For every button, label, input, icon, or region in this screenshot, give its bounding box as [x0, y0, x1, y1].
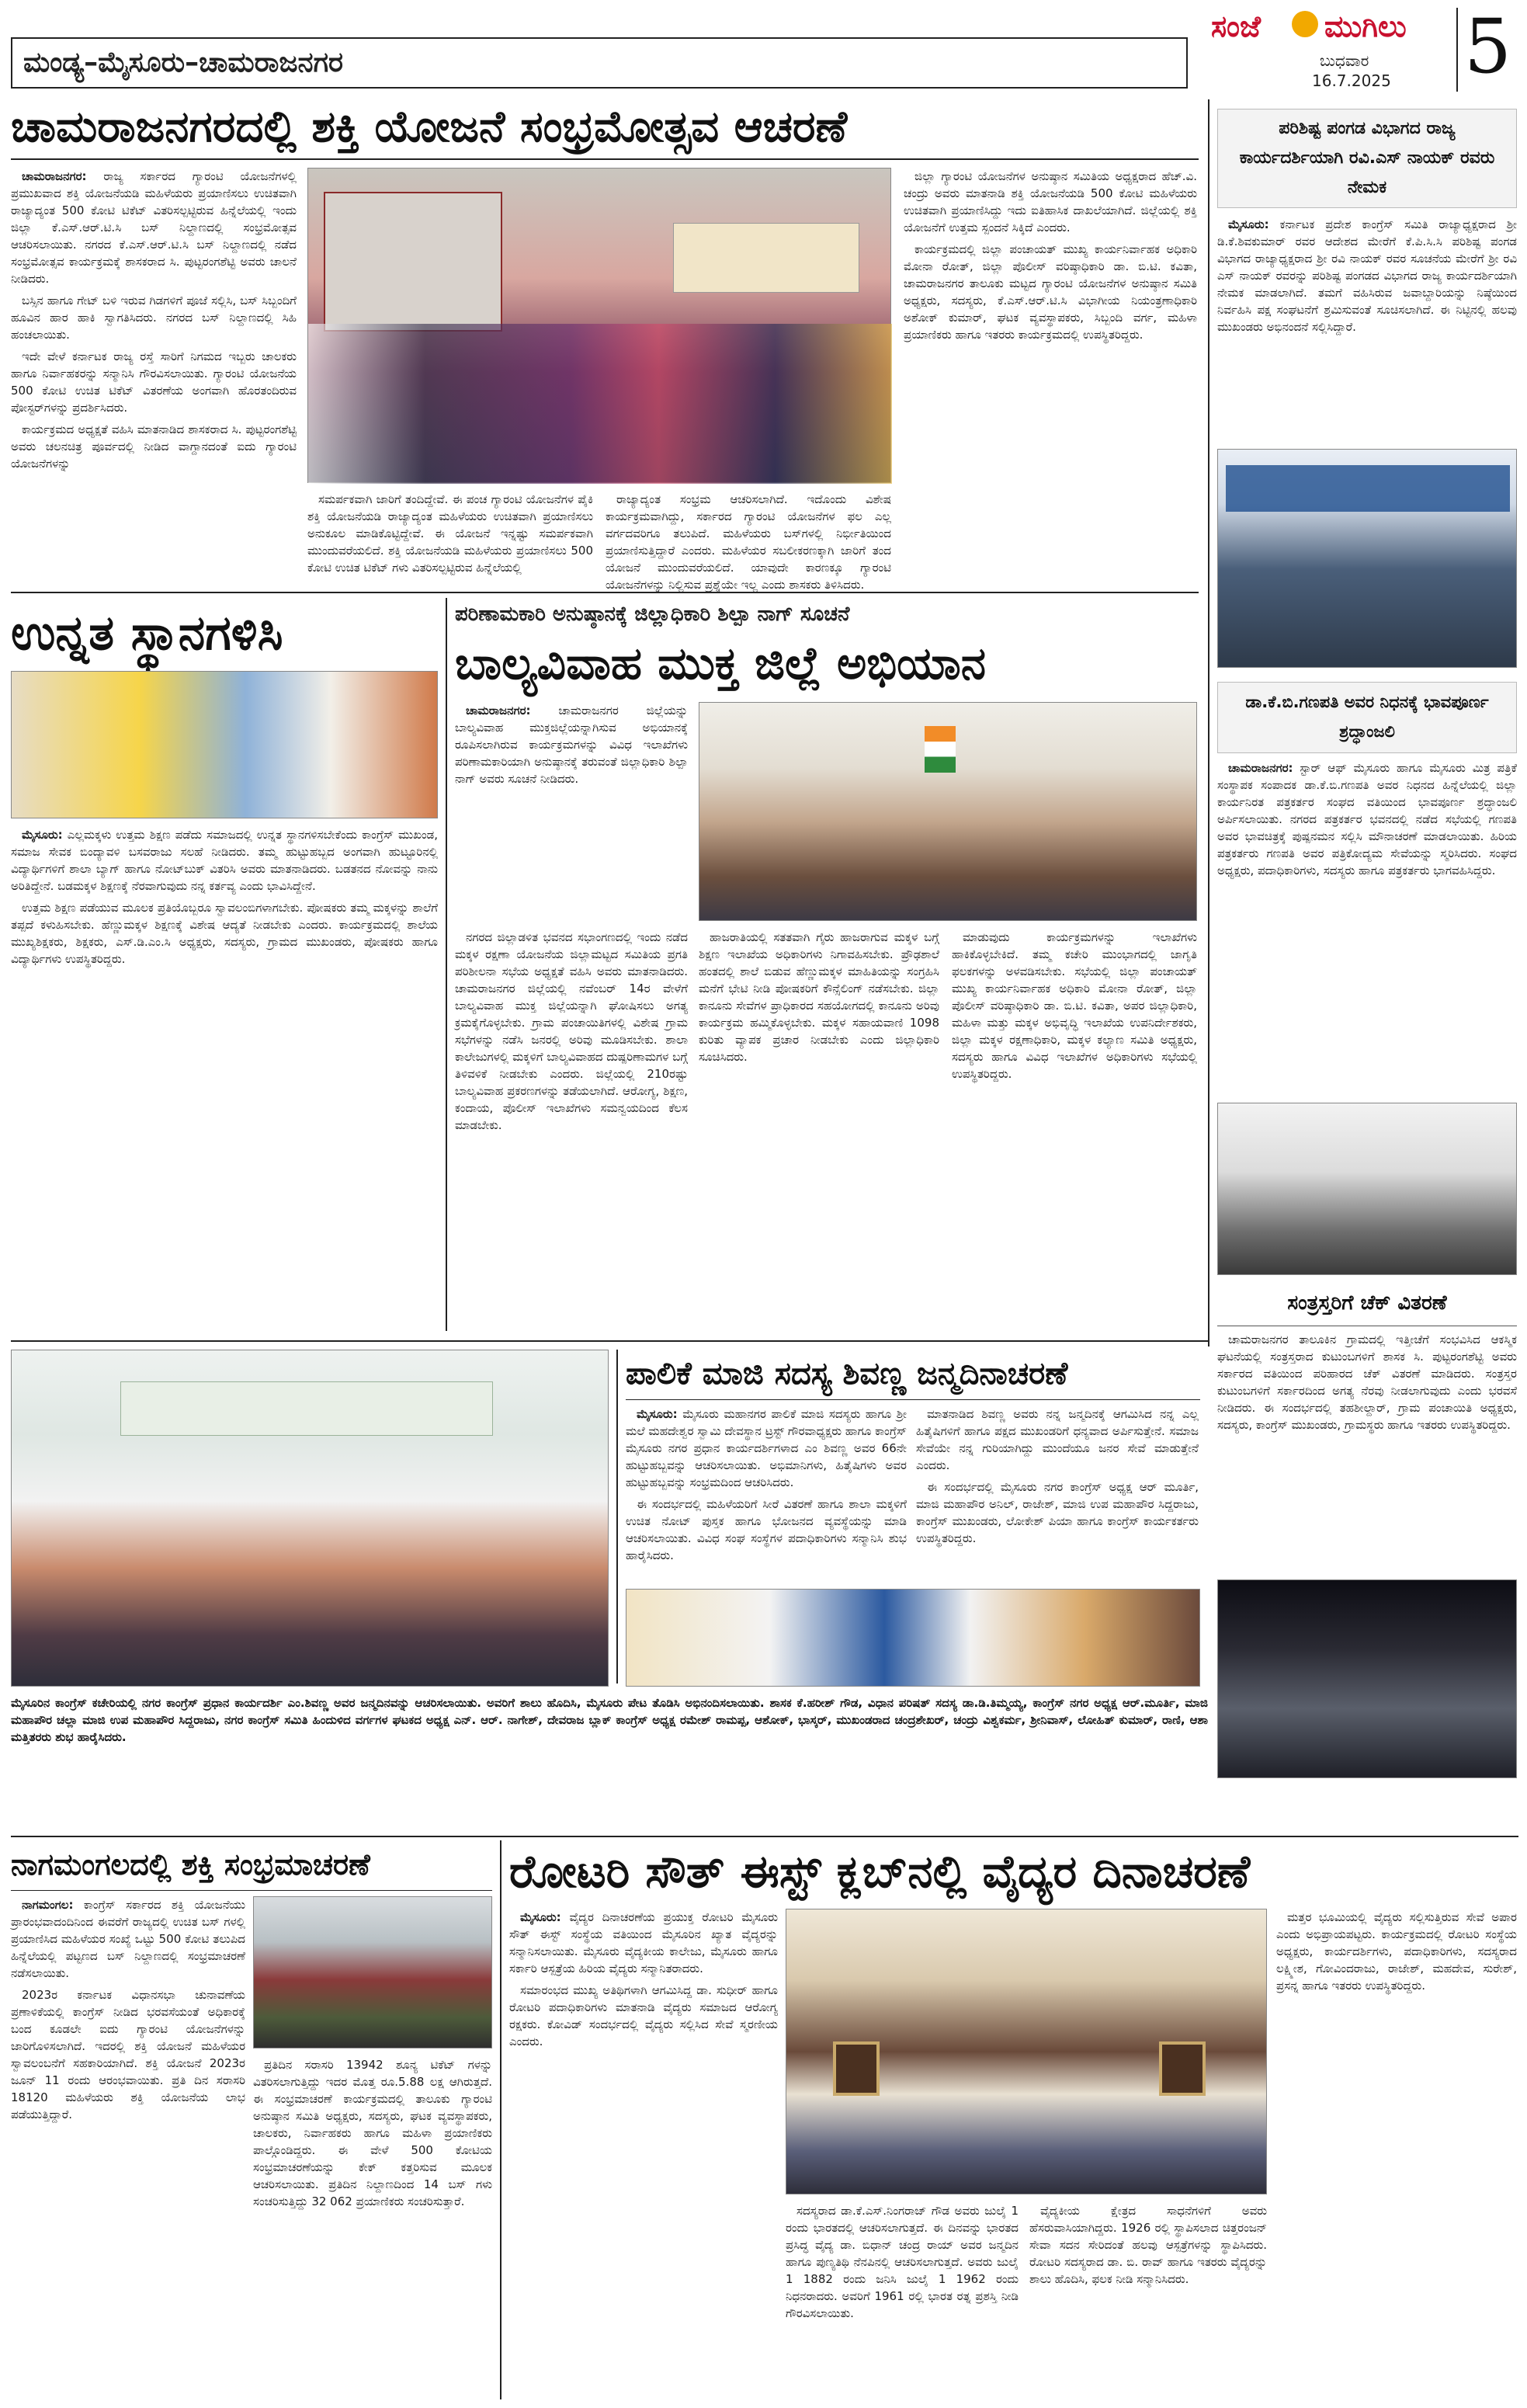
story5-col1: [11, 1896, 245, 2399]
story6-body-col4: ಮತ್ತರ ಭೂಮಿಯಲ್ಲಿ ವೈದ್ಯರು ಸಲ್ಲಿಸುತ್ತಿರುವ ಸೇವೆ ಅಪಾರ ಎಂದು ಅಭಿಪ್ರಾಯಪಟ್ಟರು. ಕಾರ್ಯಕ್ರಮದಲ್ಲಿ ರೋಟರಿ ಸಂಸ್ಥೆಯ ಅಧ್ಯಕ್ಷರು, ಕಾರ್ಯದರ್ಶಿಗಳು, ಪದಾಧಿಕಾರಿಗಳು, ಸದಸ್ಯರಾದ ಲಕ್ಷ್ಮೀಶ, ಗೋವಿಂದರಾಜು, ರಾಜೇಶ್, ಮಹದೇವ, ಸುರೇಶ್, ಪ್ರಸನ್ನ ಹಾಗೂ ಇತರರು ಉಪಸ್ಥಿತರಿದ್ದರು.: [1276, 1910, 1517, 1993]
story5-body-col2: ಪ್ರತಿದಿನ ಸರಾಸರಿ 13942 ಶೂನ್ಯ ಟಿಕೆಟ್ ಗಳನ್ನು ವಿತರಿಸಲಾಗುತ್ತಿದ್ದು ಇದರ ಮೊತ್ತ ರೂ.5.88 ಲಕ್ಷ ಆಗಿರುತ್ತದೆ. ಈ ಸಂಭ್ರಮಾಚರಣೆ ಕಾರ್ಯಕ್ರಮದಲ್ಲಿ ತಾಲೂಕು ಗ್ಯಾರಂಟಿ ಅನುಷ್ಠಾನ ಸಮಿತಿ ಅಧ್ಯಕ್ಷರು, ಸದಸ್ಯರು, ಘಟಕ ವ್ಯವಸ್ಥಾಪಕರು, ಚಾಲಕರು, ನಿರ್ವಾಹಕರು ಹಾಗೂ ಮಹಿಳಾ ಪ್ರಯಾಣಿಕರು ಪಾಲ್ಗೊಂಡಿದ್ದರು. ಈ ವೇಳೆ 500 ಕೋಟಿಯ ಸಂಭ್ರಮಾಚರಣೆಯನ್ನು ಕೇಕ್ ಕತ್ತರಿಸುವ ಮೂಲಕ ಆಚರಿಸಲಾಯಿತು. ಪ್ರತಿದಿನ ನಿಲ್ದಾಣದಿಂದ 14 ಬಸ್ ಗಳು ಸಂಚರಿಸುತ್ತಿದ್ದು 32 062 ಪ್ರಯಾಣಿಕರು ಸಂಚರಿಸುತ್ತಾರೆ.: [253, 2058, 492, 2208]
brand-logo-left: ಸಂಜೆ: [1211, 9, 1262, 43]
story1-bottom-rule: [11, 592, 1199, 593]
story6-headline: ರೋಟರಿ ಸೌತ್ ಈಸ್ಟ್ ಕ್ಲಬ್‌ನಲ್ಲಿ ವೈದ್ಯರ ದಿನಾಚರಣೆ: [509, 1845, 1251, 1898]
story2-headline: ಉನ್ನತ ಸ್ಥಾನಗಳಿಸಿ: [11, 604, 283, 661]
story1-body-col1b: ಬಸ್ಸಿನ ಹಾಗೂ ಗೇಟ್ ಬಳಿ ಇರುವ ಗಿಡಗಳಿಗೆ ಪೂಜೆ ಸಲ್ಲಿಸಿ, ಬಸ್ ಸಿಬ್ಬಂದಿಗೆ ಹೂವಿನ ಹಾರ ಹಾಕಿ ಸ್ವಾಗತಿಸಿದರು. ನಗರದ ಬಸ್ ನಿಲ್ದಾಣದಲ್ಲಿ ಸಿಹಿ ಹಂಚಲಾಯಿತು.: [11, 294, 297, 342]
sidebar3-headline-box: [1217, 1283, 1517, 1326]
issue-day: ಬುಧವಾರ: [1320, 51, 1369, 70]
story3-body-left: ನಗರದ ಜಿಲ್ಲಾಡಳಿತ ಭವನದ ಸಭಾಂಗಣದಲ್ಲಿ ಇಂದು ನಡೆದ ಮಕ್ಕಳ ರಕ್ಷಣಾ ಯೋಜನೆಯ ಜಿಲ್ಲಾಮಟ್ಟದ ಸಮಿತಿಯ ಪ್ರಗತಿ ಪರಿಶೀಲನಾ ಸಭೆಯ ಅಧ್ಯಕ್ಷತೆ ವಹಿಸಿ ಅವರು ಮಾತನಾಡಿದರು. ಚಾಮರಾಜನಗರ ಜಿಲ್ಲೆಯಲ್ಲಿ ನವೆಂಬರ್ 14ರ ವೇಳೆಗೆ ಬಾಲ್ಯವಿವಾಹ ಮುಕ್ತ ಜಿಲ್ಲೆಯನ್ನಾಗಿ ಘೋಷಿಸಲು ಅಗತ್ಯ ಕ್ರಮಕೈಗೊಳ್ಳಬೇಕು. ಗ್ರಾಮ ಪಂಚಾಯಿತಿಗಳಲ್ಲಿ ವಿಶೇಷ ಗ್ರಾಮ ಸಭೆಗಳನ್ನು ನಡೆಸಿ ಜನರಲ್ಲಿ ಅರಿವು ಮೂಡಿಸಬೇಕು. ಶಾಲಾ ಕಾಲೇಜುಗಳಲ್ಲಿ ಮಕ್ಕಳಿಗೆ ಬಾಲ್ಯವಿವಾಹದ ದುಷ್ಪರಿಣಾಮಗಳ ಬಗ್ಗೆ ತಿಳಿವಳಿಕೆ ನೀಡಬೇಕು ಎಂದರು. ಜಿಲ್ಲೆಯಲ್ಲಿ 210ರಷ್ಟು ಬಾಲ್ಯವಿವಾಹ ಪ್ರಕರಣಗಳನ್ನು ತಡೆಯಲಾಗಿದೆ. ಆರೋಗ್ಯ, ಶಿಕ್ಷಣ, ಕಂದಾಯ, ಪೊಲೀಸ್ ಇಲಾಖೆಗಳು ಸಮನ್ವಯದಿಂದ ಕೆಲಸ ಮಾಡಬೇಕು.: [455, 930, 688, 1132]
story3-col1: [455, 929, 688, 1325]
crowd-shape: [308, 324, 892, 484]
sidebar2-headline-box: [1217, 682, 1517, 753]
story1-body-col2: ಸಮರ್ಪಕವಾಗಿ ಜಾರಿಗೆ ತಂದಿದ್ದೇವೆ. ಈ ಪಂಚ ಗ್ಯಾರಂಟಿ ಯೋಜನೆಗಳ ಪೈಕಿ ಶಕ್ತಿ ಯೋಜನೆಯಡಿ ರಾಜ್ಯಾದ್ಯಂತ ಮಹಿಳೆಯರು ಉಚಿತವಾಗಿ ಪ್ರಯಾಣಿಸಲು ಅನುಕೂಲ ಮಾಡಿಕೊಟ್ಟಿದ್ದೇವೆ. ಈ ಯೋಜನೆ ಇನ್ನಷ್ಟು ಸಮರ್ಪಕವಾಗಿ ಮುಂದುವರೆಯಲಿದೆ. ಶಕ್ತಿ ಯೋಜನೆಯಡಿ ಮಹಿಳೆಯರು ಪ್ರಯಾಣಿಸಲು 500 ಕೋಟಿ ಉಚಿತ ಟಿಕೆಟ್ ಗಳು ವಿತರಿಸಲ್ಪಟ್ಟಿರುವ ಹಿನ್ನೆಲೆಯಲ್ಲಿ: [307, 492, 593, 575]
sidebar3-body-text: ಚಾಮರಾಜನಗರ ತಾಲೂಕಿನ ಗ್ರಾಮದಲ್ಲಿ ಇತ್ತೀಚೆಗೆ ಸಂಭವಿಸಿದ ಆಕಸ್ಮಿಕ ಘಟನೆಯಲ್ಲಿ ಸಂತ್ರಸ್ತರಾದ ಕುಟುಂಬಗಳಿಗೆ ಶಾಸಕ ಸಿ. ಪುಟ್ಟರಂಗಶೆಟ್ಟಿ ಅವರು ಸರ್ಕಾರದ ವತಿಯಿಂದ ಪರಿಹಾರದ ಚೆಕ್ ವಿತರಣೆ ಮಾಡಿದರು. ಸಂತ್ರಸ್ತರ ಕುಟುಂಬಗಳಿಗೆ ಸರ್ಕಾರದಿಂದ ಅಗತ್ಯ ನೆರವು ನೀಡಲಾಗುವುದು ಎಂದು ಭರವಸೆ ನೀಡಿದರು. ಈ ಸಂದರ್ಭದಲ್ಲಿ ತಹಶೀಲ್ದಾರ್, ಗ್ರಾಮ ಪಂಚಾಯಿತಿ ಅಧ್ಯಕ್ಷರು, ಸದಸ್ಯರು, ಕಾಂಗ್ರೆಸ್ ಮುಖಂಡರು, ಗ್ರಾಮಸ್ಥರು ಹಾಗೂ ಇತರರು ಉಪಸ್ಥಿತರಿದ್ದರು.: [1217, 1333, 1517, 1432]
issue-date: 16.7.2025: [1312, 71, 1391, 90]
school-kits-photo: [11, 671, 438, 818]
lower-rule: [11, 1836, 1518, 1837]
nagamangala-bus-photo: [253, 1896, 492, 2048]
story1-col3: [606, 491, 891, 592]
story5-headline: ನಾಗಮಂಗಲದಲ್ಲಿ ಶಕ್ತಿ ಸಂಭ್ರಮಾಚರಣೆ: [11, 1847, 370, 1882]
page-number: 5: [1464, 3, 1512, 90]
story2-body: [11, 826, 438, 1323]
frame-shape-2: [1159, 2041, 1206, 2096]
frame-shape: [833, 2041, 880, 2096]
story4-body-col1b: ಈ ಸಂದರ್ಭದಲ್ಲಿ ಮಹಿಳೆಯರಿಗೆ ಸೀರೆ ವಿತರಣೆ ಹಾಗೂ ಶಾಲಾ ಮಕ್ಕಳಿಗೆ ಉಚಿತ ನೋಟ್ ಪುಸ್ತಕ ಹಾಗೂ ಭೋಜನದ ವ್ಯವಸ್ಥೆಯನ್ನು ಮಾಡಿ ಆಚರಿಸಲಾಯಿತು. ವಿವಿಧ ಸಂಘ ಸಂಸ್ಥೆಗಳ ಪದಾಧಿಕಾರಿಗಳು ಸನ್ಮಾನಿಸಿ ಶುಭ ಹಾರೈಸಿದರು.: [626, 1497, 907, 1562]
doctors-day-photo: [786, 1909, 1267, 2194]
story3-left-rule: [446, 598, 447, 1331]
sidebar1-body: [1217, 216, 1517, 441]
story1-body-col3: ರಾಜ್ಯಾದ್ಯಂತ ಸಂಭ್ರಮ ಆಚರಿಸಲಾಗಿದೆ. ಇದೊಂದು ವಿಶೇಷ ಕಾರ್ಯಕ್ರಮವಾಗಿದ್ದು, ಸರ್ಕಾರದ ಗ್ಯಾರಂಟಿ ಯೋಜನೆಗಳ ಫಲ ಎಲ್ಲ ವರ್ಗದವರಿಗೂ ತಲುಪಿದೆ. ಮಹಿಳೆಯರು ಬಸ್‌ಗಳಲ್ಲಿ ನಿರ್ಭೀತಿಯಿಂದ ಪ್ರಯಾಣಿಸುತ್ತಿದ್ದಾರೆ ಎಂದರು. ಮಹಿಳೆಯರ ಸಬಲೀಕರಣಕ್ಕಾಗಿ ಜಾರಿಗೆ ತಂದ ಯೋಜನೆ ಮುಂದುವರೆಯಲಿದೆ. ಯಾವುದೇ ಕಾರಣಕ್ಕೂ ಗ್ಯಾರಂಟಿ ಯೋಜನೆಗಳನ್ನು ನಿಲ್ಲಿಸುವ ಪ್ರಶ್ನೆಯೇ ಇಲ್ಲ ಎಂದು ಶಾಸಕರು ತಿಳಿಸಿದರು.: [606, 492, 891, 592]
section-title: ಮಂಡ್ಯ–ಮೈಸೂರು–ಚಾಮರಾಜನಗರ: [23, 47, 344, 78]
birthday-children-photo: [626, 1589, 1200, 1687]
story3-body-top: ಚಾಮರಾಜನಗರ ಜಿಲ್ಲೆಯನ್ನು ಬಾಲ್ಯವಿವಾಹ ಮುಕ್ತಜಿಲ್ಲೆಯನ್ನಾಗಿಸುವ ಅಭಿಯಾನಕ್ಕೆ ರೂಪಿಸಲಾಗಿರುವ ಕಾರ್ಯಕ್ರಮಗಳನ್ನು ವಿವಿಧ ಇಲಾಖೆಗಳು ಪರಿಣಾಮಕಾರಿಯಾಗಿ ಅನುಷ್ಠಾನಕ್ಕೆ ತರುವಂತೆ ಜಿಲ್ಲಾಧಿಕಾರಿ ಶಿಲ್ಪಾ ನಾಗ್ ಅವರು ಸೂಚನೆ ನೀಡಿದರು.: [455, 704, 688, 786]
sidebar2-headline: ಡಾ.ಕೆ.ಬಿ.ಗಣಪತಿ ಅವರ ನಿಧನಕ್ಕೆ ಭಾವಪೂರ್ಣ ಶ್ರದ್ಧಾಂಜಲಿ: [1245, 693, 1489, 741]
story1-headline: ಚಾಮರಾಜನಗರದಲ್ಲಿ ಶಕ್ತಿ ಯೋಜನೆ ಸಂಭ್ರಮೋತ್ಸವ ಆಚರಣೆ: [11, 102, 848, 152]
story1-dateline: ಚಾಮರಾಜನಗರ:: [22, 169, 87, 183]
story3-kicker: ಪರಿಣಾಮಕಾರಿ ಅನುಷ್ಠಾನಕ್ಕೆ ಜಿಲ್ಲಾಧಿಕಾರಿ ಶಿಲ್ಪಾ ನಾಗ್ ಸೂಚನೆ: [455, 603, 850, 626]
story1-body-col4b: ಕಾರ್ಯಕ್ರಮದಲ್ಲಿ ಜಿಲ್ಲಾ ಪಂಚಾಯತ್ ಮುಖ್ಯ ಕಾರ್ಯನಿರ್ವಾಹಕ ಅಧಿಕಾರಿ ಮೋನಾ ರೋತ್, ಜಿಲ್ಲಾ ಪೊಲೀಸ್ ವರಿಷ್ಠಾಧಿಕಾರಿ ಡಾ. ಬಿ.ಟಿ. ಕವಿತಾ, ಚಾಮರಾಜನಗರ ತಾಲೂಕು ಮಟ್ಟದ ಗ್ಯಾರಂಟಿ ಯೋಜನೆಗಳ ಅನುಷ್ಠಾನ ಸಮಿತಿ ಅಧ್ಯಕ್ಷರು, ಸದಸ್ಯರು, ಕೆ.ಎಸ್.ಆರ್.ಟಿ.ಸಿ ವಿಭಾಗೀಯ ನಿಯಂತ್ರಣಾಧಿಕಾರಿ ಅಶೋಕ್ ಕುಮಾರ್, ಘಟಕ ವ್ಯವಸ್ಥಾಪಕರು, ಸಿಬ್ಬಂದಿ ವರ್ಗ, ಮಹಿಳಾ ಪ್ರಯಾಣಿಕರು ಹಾಗೂ ಇತರರು ಕಾರ್ಯಕ್ರಮದಲ್ಲಿ ಉಪಸ್ಥಿತರಿದ್ದರು.: [904, 242, 1197, 342]
story1-body-col1c: ಇದೇ ವೇಳೆ ಕರ್ನಾಟಕ ರಾಜ್ಯ ರಸ್ತೆ ಸಾರಿಗೆ ನಿಗಮದ ಇಬ್ಬರು ಚಾಲಕರು ಹಾಗೂ ನಿರ್ವಾಹಕರನ್ನು ಸನ್ಮಾನಿಸಿ ಗೌರವಿಸಲಾಯಿತು. ಗ್ಯಾರಂಟಿ ಯೋಜನೆಯ 500 ಕೋಟಿ ಉಚಿತ ಟಿಕೆಟ್ ವಿತರಣೆಯ ಅಂಗವಾಗಿ ಹೊರತಂದಿರುವ ಪೋಸ್ಟರ್‌ಗಳನ್ನು ಪ್ರದರ್ಶಿಸಿದರು.: [11, 349, 297, 415]
story3-body-mid: ಹಾಜರಾತಿಯಲ್ಲಿ ಸತತವಾಗಿ ಗೈರು ಹಾಜರಾಗುವ ಮಕ್ಕಳ ಬಗ್ಗೆ ಶಿಕ್ಷಣ ಇಲಾಖೆಯ ಅಧಿಕಾರಿಗಳು ನಿಗಾವಹಿಸಬೇಕು. ಪ್ರೌಢಶಾಲೆ ಹಂತದಲ್ಲಿ ಶಾಲೆ ಬಿಡುವ ಹೆಣ್ಣುಮಕ್ಕಳ ಮಾಹಿತಿಯನ್ನು ಸಂಗ್ರಹಿಸಿ ಮನೆಗೆ ಭೇಟಿ ನೀಡಿ ಪೋಷಕರಿಗೆ ಕೌನ್ಸೆಲಿಂಗ್ ನಡೆಸಬೇಕು. ಜಿಲ್ಲಾ ಕಾನೂನು ಸೇವೆಗಳ ಪ್ರಾಧಿಕಾರದ ಸಹಯೋಗದಲ್ಲಿ ಕಾನೂನು ಅರಿವು ಕಾರ್ಯಕ್ರಮ ಹಮ್ಮಿಕೊಳ್ಳಬೇಕು. ಮಕ್ಕಳ ಸಹಾಯವಾಣಿ 1098 ಕುರಿತು ವ್ಯಾಪಕ ಪ್ರಚಾರ ನೀಡಬೇಕು ಎಂದು ಜಿಲ್ಲಾಧಿಕಾರಿ ಸೂಚಿಸಿದರು.: [699, 930, 939, 1064]
sidebar1-headline-box: [1217, 109, 1517, 208]
story6-body-col1b: ಸಮಾರಂಭದ ಮುಖ್ಯ ಅತಿಥಿಗಳಾಗಿ ಆಗಮಿಸಿದ್ದ ಡಾ. ಸುಧೀರ್ ಹಾಗೂ ರೋಟರಿ ಪದಾಧಿಕಾರಿಗಳು ಮಾತನಾಡಿ ವೈದ್ಯರು ಸಮಾಜದ ಆರೋಗ್ಯ ರಕ್ಷಕರು. ಕೋವಿಡ್ ಸಂದರ್ಭದಲ್ಲಿ ವೈದ್ಯರು ಸಲ್ಲಿಸಿದ ಸೇವೆ ಸ್ಮರಣೀಯ ಎಂದರು.: [509, 1983, 778, 2048]
sun-icon: [1292, 11, 1318, 37]
story2-body-text: ಎಲ್ಲಮಕ್ಕಳು ಉತ್ತಮ ಶಿಕ್ಷಣ ಪಡೆದು ಸಮಾಜದಲ್ಲಿ ಉನ್ನತ ಸ್ಥಾನಗಳಿಸಬೇಕೆಂದು ಕಾಂಗ್ರೆಸ್ ಮುಖಂಡ, ಸಮಾಜ ಸೇವಕ ಬಿಂದ್ಯಾವಳಿ ಬಸವರಾಜು ಸಲಹೆ ನೀಡಿದರು. ತಮ್ಮ ಹುಟ್ಟುಹಬ್ಬದ ಅಂಗವಾಗಿ ಹುಟ್ಟೂರಿನಲ್ಲಿ ವಿದ್ಯಾರ್ಥಿಗಳಿಗೆ ಶಾಲಾ ಬ್ಯಾಗ್ ಹಾಗೂ ನೋಟ್‌ಬುಕ್ ವಿತರಿಸಿ ಅವರು ಮಾತನಾಡಿದರು. ಬಡತನದ ನೋವನ್ನು ನಾನು ಅರಿತಿದ್ದೇನೆ. ಬಡಮಕ್ಕಳ ಶಿಕ್ಷಣಕ್ಕೆ ನೆರವಾಗುವುದು ನನ್ನ ಕರ್ತವ್ಯ ಎಂದು ಭಾವಿಸಿದ್ದೇನೆ.: [11, 828, 438, 893]
story1-body-col4: ಜಿಲ್ಲಾ ಗ್ಯಾರಂಟಿ ಯೋಜನೆಗಳ ಅನುಷ್ಠಾನ ಸಮಿತಿಯ ಅಧ್ಯಕ್ಷರಾದ ಹೆಚ್.ವಿ. ಚಂದ್ರು ಅವರು ಮಾತನಾಡಿ ಶಕ್ತಿ ಯೋಜನೆಯಡಿ 500 ಕೋಟಿ ಮಹಿಳೆಯರು ಉಚಿತವಾಗಿ ಪ್ರಯಾಣಿಸಿದ್ದು ಇದು ಐತಿಹಾಸಿಕ ದಾಖಲೆಯಾಗಿದೆ. ಜಿಲ್ಲೆಯಲ್ಲಿ ಶಕ್ತಿ ಯೋಜನೆಗೆ ಉತ್ತಮ ಸ್ಪಂದನೆ ಸಿಕ್ಕಿದೆ ಎಂದರು.: [904, 169, 1197, 235]
story5-rule: [11, 1890, 492, 1891]
sidebar2-body: [1217, 759, 1517, 1096]
story5-body-col1b: 2023ರ ಕರ್ನಾಟಕ ವಿಧಾನಸಭಾ ಚುನಾವಣೆಯ ಪ್ರಣಾಳಿಕೆಯಲ್ಲಿ ಕಾಂಗ್ರೆಸ್ ನೀಡಿದ ಭರವಸೆಯಂತೆ ಅಧಿಕಾರಕ್ಕೆ ಬಂದ ಕೂಡಲೇ ಐದು ಗ್ಯಾರಂಟಿ ಯೋಜನೆಗಳನ್ನು ಜಾರಿಗೊಳಿಸಲಾಗಿದೆ. ಇದರಲ್ಲಿ ಶಕ್ತಿ ಯೋಜನೆ ಮಹಿಳೆಯರ ಸ್ವಾವಲಂಬನೆಗೆ ಸಹಕಾರಿಯಾಗಿದೆ. ಶಕ್ತಿ ಯೋಜನೆ 2023ರ ಜೂನ್ 11 ರಂದು ಆರಂಭವಾಯಿತು. ಪ್ರತಿ ದಿನ ಸರಾಸರಿ 18120 ಮಹಿಳೆಯರು ಶಕ್ತಿ ಯೋಜನೆಯ ಲಾಭ ಪಡೆಯುತ್ತಿದ್ದಾರೆ.: [11, 1988, 245, 2121]
sidebar2-body-text: ಸ್ಟಾರ್ ಆಫ್ ಮೈಸೂರು ಹಾಗೂ ಮೈಸೂರು ಮಿತ್ರ ಪತ್ರಿಕೆ ಸಂಸ್ಥಾಪಕ ಸಂಪಾದಕ ಡಾ.ಕೆ.ಬಿ.ಗಣಪತಿ ಅವರ ನಿಧನದ ಹಿನ್ನೆಲೆಯಲ್ಲಿ ಜಿಲ್ಲಾ ಕಾರ್ಯನಿರತ ಪತ್ರಕರ್ತರ ಸಂಘದ ವತಿಯಿಂದ ಭಾವಪೂರ್ಣ ಶ್ರದ್ಧಾಂಜಲಿ ಅರ್ಪಿಸಲಾಯಿತು. ನಗರದ ಪತ್ರಕರ್ತರ ಭವನದಲ್ಲಿ ನಡೆದ ಸಭೆಯಲ್ಲಿ ಗಣಪತಿ ಅವರ ಭಾವಚಿತ್ರಕ್ಕೆ ಪುಷ್ಪನಮನ ಸಲ್ಲಿಸಿ ಮೌನಾಚರಣೆ ಮಾಡಲಾಯಿತು. ಹಿರಿಯ ಪತ್ರಕರ್ತರು ಗಣಪತಿ ಅವರ ಪತ್ರಿಕೋದ್ಯಮ ಸೇವೆಯನ್ನು ಸ್ಮರಿಸಿದರು. ಸಂಘದ ಅಧ್ಯಕ್ಷರು, ಪದಾಧಿಕಾರಿಗಳು, ಸದಸ್ಯರು ಹಾಗೂ ಪತ್ರಕರ್ತರು ಭಾಗವಹಿಸಿದ್ದರು.: [1217, 761, 1517, 877]
story6-dateline: ಮೈಸೂರು:: [520, 1910, 561, 1924]
story1-body-col1d: ಕಾರ್ಯಕ್ರಮದ ಅಧ್ಯಕ್ಷತೆ ವಹಿಸಿ ಮಾತನಾಡಿದ ಶಾಸಕರಾದ ಸಿ. ಪುಟ್ಟರಂಗಶೆಟ್ಟಿ ಅವರು ಚಲನಚಿತ್ರ ಪೂರ್ವದಲ್ಲಿ ನೀಡಿದ ವಾಗ್ದಾನದಂತೆ ಐದು ಗ್ಯಾರಂಟಿ ಯೋಜನೆಗಳನ್ನು: [11, 422, 297, 471]
story6-body-col3: ವೈದ್ಯಕೀಯ ಕ್ಷೇತ್ರದ ಸಾಧನೆಗಳಿಗೆ ಅವರು ಹೆಸರುವಾಸಿಯಾಗಿದ್ದರು. 1926 ರಲ್ಲಿ ಸ್ಥಾಪಿಸಲಾದ ಚಿತ್ತರಂಜನ್ ಸೇವಾ ಸದನ ಸೇರಿದಂತೆ ಹಲವು ಆಸ್ಪತ್ರೆಗಳನ್ನು ಸ್ಥಾಪಿಸಿದರು. ರೋಟರಿ ಸದಸ್ಯರಾದ ಡಾ. ಬಿ. ರಾವ್ ಹಾಗೂ ಇತರರು ವೈದ್ಯರನ್ನು ಶಾಲು ಹೊದಿಸಿ, ಫಲಕ ನೀಡಿ ಸನ್ಮಾನಿಸಿದರು.: [1029, 2204, 1267, 2286]
story6-body-col1: ವೈದ್ಯರ ದಿನಾಚರಣೆಯ ಪ್ರಯುಕ್ತ ರೋಟರಿ ಮೈಸೂರು ಸೌತ್ ಈಸ್ಟ್ ಸಂಸ್ಥೆಯ ವತಿಯಿಂದ ಮೈಸೂರಿನ ಖ್ಯಾತ ವೈದ್ಯರನ್ನು ಸನ್ಮಾನಿಸಲಾಯಿತು. ಮೈಸೂರು ವೈದ್ಯಕೀಯ ಕಾಲೇಜು, ಮೈಸೂರು ಹಾಗೂ ಸರ್ಕಾರಿ ಆಸ್ಪತ್ರೆಯ ಹಿರಿಯ ವೈದ್ಯರು ಸನ್ಮಾನಿತರಾದರು.: [509, 1910, 778, 1975]
banner-shape: [120, 1381, 493, 1436]
story3-top-left: [455, 702, 688, 919]
story6-left-rule: [500, 1840, 501, 2399]
brand-logo: [1211, 5, 1444, 51]
banner-shape: [1226, 465, 1510, 512]
story4-left-rule: [616, 1350, 618, 1684]
cheque-photo: [1217, 1579, 1517, 1778]
meeting-photo: [699, 702, 1197, 921]
brand-logo-right: ಮುಗಿಲು: [1324, 9, 1407, 43]
story5-body-col1: ಕಾಂಗ್ರೆಸ್ ಸರ್ಕಾರದ ಶಕ್ತಿ ಯೋಜನೆಯು ಪ್ರಾರಂಭವಾದಂದಿನಿಂದ ಈವರೆಗೆ ರಾಜ್ಯದಲ್ಲಿ ಉಚಿತ ಬಸ್ ಗಳಲ್ಲಿ ಪ್ರಯಾಣಿಸಿದ ಮಹಿಳೆಯರ ಸಂಖ್ಯೆ ಒಟ್ಟು 500 ಕೋಟಿ ತಲುಪಿದ ಹಿನ್ನೆಲೆಯಲ್ಲಿ ಪಟ್ಟಣದ ಬಸ್ ನಿಲ್ದಾಣದಲ್ಲಿ ಸಂಭ್ರಮಾಚರಣೆ ನಡೆಸಲಾಯಿತು.: [11, 1898, 245, 1980]
appointment-photo: [1217, 449, 1517, 668]
story6-col3: [1029, 2202, 1267, 2399]
story2-body2: ಉತ್ತಮ ಶಿಕ್ಷಣ ಪಡೆಯುವ ಮೂಲಕ ಪ್ರತಿಯೊಬ್ಬರೂ ಸ್ವಾವಲಂಬಿಗಳಾಗಬೇಕು. ಪೋಷಕರು ತಮ್ಮ ಮಕ್ಕಳನ್ನು ಶಾಲೆಗೆ ತಪ್ಪದೆ ಕಳುಹಿಸಬೇಕು. ಹೆಣ್ಣುಮಕ್ಕಳ ಶಿಕ್ಷಣಕ್ಕೆ ವಿಶೇಷ ಆದ್ಯತೆ ನೀಡಬೇಕು ಎಂದರು. ಕಾರ್ಯಕ್ರಮದಲ್ಲಿ ಶಾಲೆಯ ಮುಖ್ಯಶಿಕ್ಷಕರು, ಶಿಕ್ಷಕರು, ಎಸ್.ಡಿ.ಎಂ.ಸಿ ಅಧ್ಯಕ್ಷರು, ಸದಸ್ಯರು, ಗ್ರಾಮದ ಮುಖಂಡರು, ಪೋಷಕರು ಹಾಗೂ ವಿದ್ಯಾರ್ಥಿಗಳು ಉಪಸ್ಥಿತರಿದ್ದರು.: [11, 901, 438, 966]
sidebar3-headline: ಸಂತ್ರಸ್ತರಿಗೆ ಚೆಕ್ ವಿತರಣೆ: [1287, 1291, 1447, 1315]
sidebar1-headline: ಪರಿಶಿಷ್ಟ ಪಂಗಡ ವಿಭಾಗದ ರಾಜ್ಯ ಕಾರ್ಯದರ್ಶಿಯಾಗಿ ರವಿ.ಎಸ್ ನಾಯಕ್ ರವರು ನೇಮಕ: [1239, 119, 1495, 197]
masthead: [0, 0, 1527, 101]
bus-shape: [324, 192, 502, 332]
flag-shape: [925, 726, 956, 773]
birthday-group-photo: [11, 1350, 609, 1687]
story2-dateline: ಮೈಸೂರು:: [22, 828, 63, 842]
story3-dateline: ಚಾಮರಾಜನಗರ:: [466, 704, 531, 718]
mid-rule: [11, 1340, 1208, 1342]
story4-headline: ಪಾಲಿಕೆ ಮಾಜಿ ಸದಸ್ಯ ಶಿವಣ್ಣ ಜನ್ಮದಿನಾಚರಣೆ: [626, 1356, 1068, 1392]
story4-rule: [626, 1399, 1200, 1400]
story3-col2: [699, 929, 939, 1325]
story4-col1: [626, 1406, 907, 1583]
story1-rule: [11, 158, 1199, 160]
story3-body-right: ಮಾಡುವುದು ಕಾರ್ಯಕ್ರಮಗಳನ್ನು ಇಲಾಖೆಗಳು ಹಾಕಿಕೊಳ್ಳಬೇಕಿದೆ. ತಮ್ಮ ಕಚೇರಿ ಮುಂಭಾಗದಲ್ಲಿ ಜಾಗೃತಿ ಫಲಕಗಳನ್ನು ಅಳವಡಿಸಬೇಕು. ಸಭೆಯಲ್ಲಿ ಜಿಲ್ಲಾ ಪಂಚಾಯತ್ ಮುಖ್ಯ ಕಾರ್ಯನಿರ್ವಾಹಕ ಅಧಿಕಾರಿ ಮೋನಾ ರೋತ್, ಜಿಲ್ಲಾ ಪೊಲೀಸ್ ವರಿಷ್ಠಾಧಿಕಾರಿ ಡಾ. ಬಿ.ಟಿ. ಕವಿತಾ, ಅಪರ ಜಿಲ್ಲಾಧಿಕಾರಿ, ಮಹಿಳಾ ಮತ್ತು ಮಕ್ಕಳ ಅಭಿವೃದ್ಧಿ ಇಲಾಖೆಯ ಉಪನಿರ್ದೇಶಕರು, ಜಿಲ್ಲಾ ಮಕ್ಕಳ ರಕ್ಷಣಾಧಿಕಾರಿ, ಮಕ್ಕಳ ಕಲ್ಯಾಣ ಸಮಿತಿ ಅಧ್ಯಕ್ಷರು, ಸದಸ್ಯರು ಹಾಗೂ ವಿವಿಧ ಇಲಾಖೆಗಳ ಅಧಿಕಾರಿಗಳು ಸಭೆಯಲ್ಲಿ ಉಪಸ್ಥಿತರಿದ್ದರು.: [952, 930, 1197, 1081]
story1-col2: [307, 491, 593, 581]
story5-col2: [253, 2056, 492, 2399]
story6-body-col2: ಸದಸ್ಯರಾದ ಡಾ.ಕೆ.ಎಸ್.ನಿಂಗರಾಜ್ ಗೌಡ ಅವರು ಜುಲೈ 1 ರಂದು ಭಾರತದಲ್ಲಿ ಆಚರಿಸಲಾಗುತ್ತದೆ. ಈ ದಿನವನ್ನು ಭಾರತದ ಪ್ರಸಿದ್ಧ ವೈದ್ಯ ಡಾ. ಬಿಧಾನ್ ಚಂದ್ರ ರಾಯ್ ಅವರ ಜನ್ಮದಿನ ಹಾಗೂ ಪುಣ್ಯತಿಥಿ ನೆನಪಿನಲ್ಲಿ ಆಚರಿಸಲಾಗುತ್ತದೆ. ಅವರು ಜುಲೈ 1 1882 ರಂದು ಜನಿಸಿ ಜುಲೈ 1 1962 ರಂದು ನಿಧನರಾದರು. ಅವರಿಗೆ 1961 ರಲ್ಲಿ ಭಾರತ ರತ್ನ ಪ್ರಶಸ್ತಿ ನೀಡಿ ಗೌರವಿಸಲಾಯಿತು.: [786, 2204, 1019, 2320]
birthday-caption: ಮೈಸೂರಿನ ಕಾಂಗ್ರೆಸ್ ಕಚೇರಿಯಲ್ಲಿ ನಗರ ಕಾಂಗ್ರೆಸ್ ಪ್ರಧಾನ ಕಾರ್ಯದರ್ಶಿ ಎಂ.ಶಿವಣ್ಣ ಅವರ ಜನ್ಮದಿನವನ್ನು ಆಚರಿಸಲಾಯಿತು. ಅವರಿಗೆ ಶಾಲು ಹೊದಿಸಿ, ಮೈಸೂರು ಪೇಟ ತೊಡಿಸಿ ಅಭಿನಂದಿಸಲಾಯಿತು. ಶಾಸಕ ಕೆ.ಹರೀಶ್ ಗೌಡ, ವಿಧಾನ ಪರಿಷತ್ ಸದಸ್ಯ ಡಾ.ಡಿ.ತಿಮ್ಮಯ್ಯ, ಕಾಂಗ್ರೆಸ್ ನಗರ ಅಧ್ಯಕ್ಷ ಆರ್.ಮೂರ್ತಿ, ಮಾಜಿ ಮಹಾಪೌರ ಚಲ್ಲಾ ಮಾಜಿ ಉಪ ಮಹಾಪೌರ ಸಿದ್ದರಾಜು, ನಗರ ಕಾಂಗ್ರೆಸ್ ಸಮಿತಿ ಹಿಂದುಳಿದ ವರ್ಗಗಳ ಘಟಕದ ಅಧ್ಯಕ್ಷ ಎನ್. ಆರ್. ನಾಗೇಶ್, ದೇವರಾಜ ಬ್ಲಾಕ್ ಕಾಂಗ್ರೆಸ್ ಅಧ್ಯಕ್ಷ ರಮೇಶ್ ರಾಮಪ್ಪ, ಆಶೋಕ್, ಭಾಸ್ಕರ್, ಮುಖಂಡರಾದ ಚಂದ್ರಶೇಖರ್, ಚಂದ್ರು ವಿಶ್ವಕರ್ಮ, ಶ್ರೀನಿವಾಸ್, ಲೋಹಿತ್ ಕುಮಾರ್, ರಾಣಿ, ಆಶಾ ಮತ್ತಿತರರು ಶುಭ ಹಾರೈಸಿದರು.: [11, 1696, 1208, 1744]
sidebar1-dateline: ಮೈಸೂರು:: [1228, 217, 1269, 231]
page-number-divider: [1456, 8, 1458, 92]
sidebar2-dateline: ಚಾಮರಾಜನಗರ:: [1228, 761, 1293, 775]
story6-col2: [786, 2202, 1019, 2399]
story3-headline: ಬಾಲ್ಯವಿವಾಹ ಮುಕ್ತ ಜಿಲ್ಲೆ ಅಭಿಯಾನ: [455, 637, 987, 690]
story1-col1: [11, 168, 297, 579]
sidebar3-body: [1217, 1331, 1517, 1572]
story4-body-col1: ಮೈಸೂರು ಮಹಾನಗರ ಪಾಲಿಕೆ ಮಾಜಿ ಸದಸ್ಯರು ಹಾಗೂ ಶ್ರೀ ಮಲೆ ಮಹದೇಶ್ವರ ಸ್ವಾಮಿ ದೇವಸ್ಥಾನ ಟ್ರಸ್ಟ್ ಗೌರವಾಧ್ಯಕ್ಷರು ಹಾಗೂ ಕಾಂಗ್ರೆಸ್ ಮೈಸೂರು ನಗರ ಪ್ರಧಾನ ಕಾರ್ಯದರ್ಶಿಗಳಾದ ಎಂ ಶಿವಣ್ಣ ಅವರ 66ನೇ ಹುಟ್ಟುಹಬ್ಬವನ್ನು ಆಚರಿಸಲಾಯಿತು. ಅಭಿಮಾನಿಗಳು, ಹಿತೈಷಿಗಳು ಅವರ ಹುಟ್ಟುಹಬ್ಬವನ್ನು ಸಂಭ್ರಮದಿಂದ ಆಚರಿಸಿದರು.: [626, 1407, 907, 1489]
story6-col1: [509, 1909, 778, 2399]
story4-body-col2b: ಈ ಸಂದರ್ಭದಲ್ಲಿ ಮೈಸೂರು ನಗರ ಕಾಂಗ್ರೆಸ್ ಅಧ್ಯಕ್ಷ ಆರ್ ಮೂರ್ತಿ, ಮಾಜಿ ಮಹಾಪೌರ ಅನಿಲ್, ರಾಜೇಶ್, ಮಾಜಿ ಉಪ ಮಹಾಪೌರ ಸಿದ್ದರಾಜು, ಕಾಂಗ್ರೆಸ್ ಮುಖಂಡರು, ಲೋಕೇಶ್ ಪಿಯಾ ಹಾಗೂ ಕಾಂಗ್ರೆಸ್ ಕಾರ್ಯಕರ್ತರು ಉಪಸ್ಥಿತರಿದ್ದರು.: [916, 1480, 1199, 1545]
poster-banner: [673, 223, 859, 293]
story1-col4: [904, 168, 1197, 581]
tribute-photo: [1217, 1103, 1517, 1275]
story4-dateline: ಮೈಸೂರು:: [637, 1407, 678, 1421]
sidebar1-body-text: ಕರ್ನಾಟಕ ಪ್ರದೇಶ ಕಾಂಗ್ರೆಸ್ ಸಮಿತಿ ರಾಜ್ಯಾಧ್ಯಕ್ಷರಾದ ಶ್ರೀ ಡಿ.ಕೆ.ಶಿವಕುಮಾರ್ ರವರ ಆದೇಶದ ಮೇರೆಗೆ ಕೆ.ಪಿ.ಸಿ.ಸಿ ಪರಿಶಿಷ್ಟ ಪಂಗಡ ವಿಭಾಗದ ರಾಜ್ಯಾಧ್ಯಕ್ಷರಾದ ಶ್ರೀ ರವಿ ನಾಯಕ್ ರವರ ಸೂಚನೆಯ ಮೇರೆಗೆ ಶ್ರೀ ರವಿ ಎಸ್ ನಾಯಕ್ ರವರನ್ನು ಪರಿಶಿಷ್ಟ ಪಂಗಡದ ವಿಭಾಗದ ರಾಜ್ಯ ಕಾರ್ಯದರ್ಶಿಯಾಗಿ ನೇಮಕ ಮಾಡಲಾಗಿದೆ. ತಮಗೆ ವಹಿಸಿರುವ ಜವಾಬ್ದಾರಿಯನ್ನು ನಿಷ್ಠೆಯಿಂದ ನಿರ್ವಹಿಸಿ ಪಕ್ಷ ಸಂಘಟನೆಗೆ ಶ್ರಮಿಸುವಂತೆ ಸೂಚಿಸಲಾಗಿದೆ. ಈ ನಿಟ್ಟಿನಲ್ಲಿ ಹಲವು ಮುಖಂಡರು ಅಭಿನಂದನೆ ಸಲ್ಲಿಸಿದ್ದಾರೆ.: [1217, 217, 1517, 334]
story4-body-col2: ಮಾತನಾಡಿದ ಶಿವಣ್ಣ ಅವರು ನನ್ನ ಜನ್ಮದಿನಕ್ಕೆ ಆಗಮಿಸಿದ ನನ್ನ ಎಲ್ಲ ಹಿತೈಷಿಗಳಿಗೆ ಹಾಗೂ ಪಕ್ಷದ ಮುಖಂಡರಿಗೆ ಧನ್ಯವಾದ ಅರ್ಪಿಸುತ್ತೇನೆ. ಸಮಾಜ ಸೇವೆಯೇ ನನ್ನ ಗುರಿಯಾಗಿದ್ದು ಮುಂದೆಯೂ ಜನರ ಸೇವೆ ಮಾಡುತ್ತೇನೆ ಎಂದರು.: [916, 1407, 1199, 1472]
story6-col4: [1276, 1909, 1517, 2399]
bus-celebration-photo: [307, 168, 891, 483]
story4-col2: [916, 1406, 1199, 1583]
story1-body-col1: ರಾಜ್ಯ ಸರ್ಕಾರದ ಗ್ಯಾರಂಟಿ ಯೋಜನೆಗಳಲ್ಲಿ ಪ್ರಮುಖವಾದ ಶಕ್ತಿ ಯೋಜನೆಯಡಿ ಮಹಿಳೆಯರು ಪ್ರಯಾಣಿಸಲು ಉಚಿತವಾಗಿ ರಾಜ್ಯಾದ್ಯಂತ 500 ಕೋಟಿ ಟಿಕೆಟ್ ವಿತರಿಸಲ್ಪಟ್ಟಿರುವ ಹಿನ್ನೆಲೆಯಲ್ಲಿ ಇಂದು ಜಿಲ್ಲಾ ಕೆ.ಎಸ್.ಆರ್.ಟಿ.ಸಿ ಬಸ್ ನಿಲ್ದಾಣದಲ್ಲಿ ಸಂಭ್ರಮೋತ್ಸವ ಆಚರಿಸಲಾಯಿತು. ನಗರದ ಕೆ.ಎಸ್.ಆರ್.ಟಿ.ಸಿ ಬಸ್ ನಿಲ್ದಾಣದಲ್ಲಿ ನಡೆದ ಸಂಭ್ರಮೋತ್ಸವ ಕಾರ್ಯಕ್ರಮಕ್ಕೆ ಶಾಸಕರಾದ ಸಿ. ಪುಟ್ಟರಂಗಶೆಟ್ಟಿ ಅವರು ಚಾಲನೆ ನೀಡಿದರು.: [11, 169, 297, 286]
sidebar-divider: [1208, 99, 1209, 1346]
story5-dateline: ನಾಗಮಂಗಲ:: [22, 1898, 74, 1912]
story3-col3: [952, 929, 1197, 1325]
